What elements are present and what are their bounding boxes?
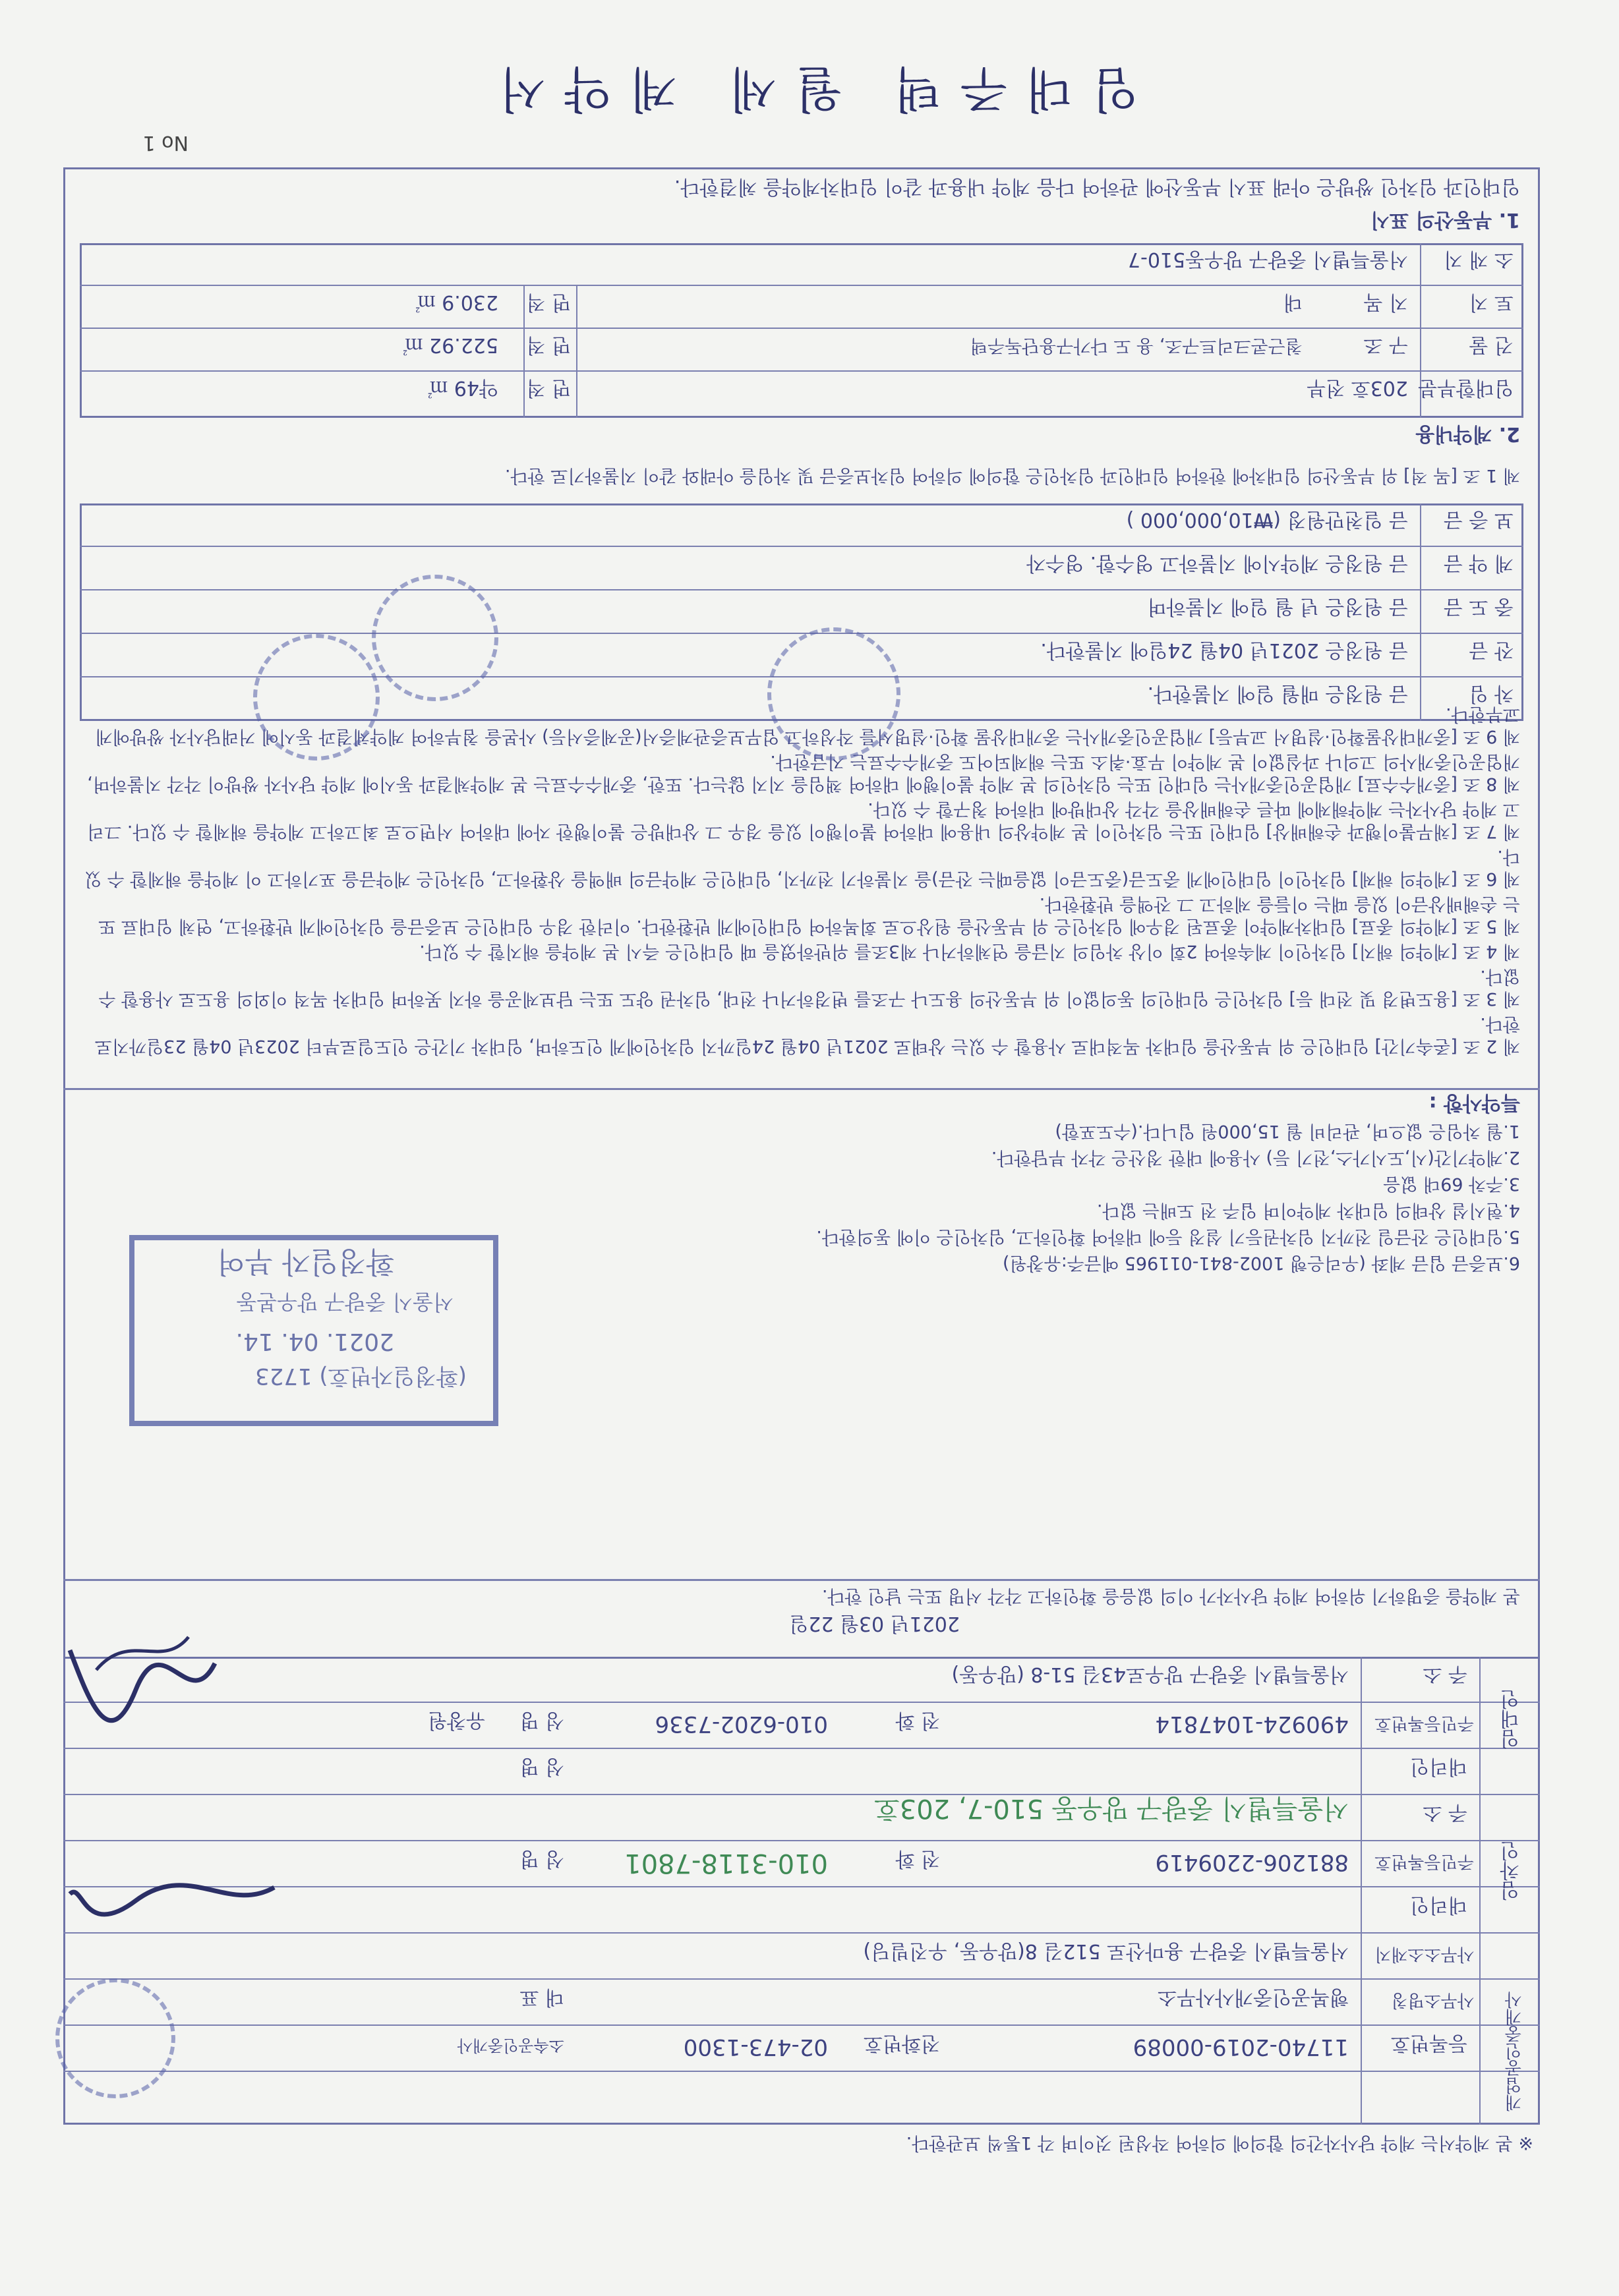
overlap-seal <box>767 627 900 761</box>
article: 제 7 조 [채무불이행과 손해배상] 임대인 또는 임차인이 본 계약상의 내용에 대하여 불이행이 있을 경우 그 상대방은 불이행한 자에 대하여 서면으로 최고하고 계약을 해제할 수 있다. 그리고 계약 당사자는 계약해제에 따른 손해배상을 각각 상대방에 대하여 청구할 수 있다. <box>87 799 1520 842</box>
lease-area-label: 면 적 <box>526 376 571 399</box>
land-area: 230.9 ㎡ <box>415 291 498 314</box>
lessee-id-label: 주민등록번호 <box>1374 1852 1474 1872</box>
lessor-id-label: 주민등록번호 <box>1374 1713 1474 1733</box>
lessee-address-label: 주 소 <box>1423 1801 1467 1824</box>
article: 제 4 조 [계약의 해지] 임차인이 계속하여 2회 이상 차임의 지급을 연체하거나 제3조를 위반하였을 때 임대인은 즉시 본 계약을 해지할 수 있다. <box>419 941 1520 961</box>
middle-payment-label: 중 도 금 <box>1443 595 1514 618</box>
broker-phone: 02-473-1300 <box>683 2034 828 2060</box>
lessee-name-label: 성 명 <box>519 1847 564 1870</box>
broker-address: 서울특별시 중랑구 용마산로 512길 8(망우동, 우진빌딩) <box>863 1939 1349 1963</box>
special-terms-title: 특약사항 : <box>1428 1091 1520 1114</box>
rent-label: 차 임 <box>1469 682 1514 705</box>
land-area-label: 면 적 <box>526 291 571 314</box>
section-terms-heading: 2. 계약내용 <box>1415 422 1520 445</box>
article: 제 9 조 [중개대상물확인·설명서 교부등] 개업공인중개사는 중개대상물 확인·설명서를 작성하고 업무보증관계증서(공제증서등) 사본을 첨부하여 계약체결과 동시에 거래당사자 쌍방에게 교부한다. <box>95 704 1520 747</box>
article-1: 제 1 조 [목 적] 위 부동산의 임대차에 한하여 임대인과 임차인은 합의에 의하여 임차보증금 및 차임을 아래와 같이 지불하기로 한다. <box>504 465 1520 486</box>
contract-payment-label: 계 약 금 <box>1443 552 1514 575</box>
special-term: 1.월 차임은 없으며, 관리비 월 15,000원 입니다.(수도포함) <box>1055 1121 1520 1141</box>
lessee-signature <box>63 1848 281 1927</box>
special-term: 3.주차 69대 없음 <box>1383 1174 1520 1194</box>
land-kind: 대 <box>1283 291 1303 314</box>
lessee-id: 881206-2209419 <box>1155 1849 1349 1876</box>
lessee-label: 임차인 <box>1500 1841 1523 1901</box>
lease-part: 203호 전부 <box>1307 376 1408 399</box>
deposit-label: 보 증 금 <box>1443 508 1514 531</box>
overlap-seal <box>253 634 380 761</box>
middle-payment-value: 금 원정은 년 월 일에 지불하며 <box>1147 595 1408 618</box>
overlap-seal <box>372 575 498 701</box>
broker-seal <box>55 1978 175 2098</box>
structure-value: 철근콘크리트구조, 용 도 다가구용단독주택 <box>970 335 1303 356</box>
broker-reg-label: 등록번호 <box>1391 2032 1467 2055</box>
balance-value: 금 원정은 2021년 04월 24일에 지불한다. <box>1040 639 1408 662</box>
lessor-phone: 010-6202-7336 <box>655 1711 828 1737</box>
lessor-id: 490924-1047814 <box>1155 1711 1349 1737</box>
deposit-value: 금 일천만원정 (₩10,000,000 ) <box>1126 508 1408 531</box>
special-term: 5.임대인은 잔금일 전까지 임차권등기 설정 등에 대하여 확인하고, 임차인은 이에 동의한다. <box>816 1226 1520 1247</box>
lessee-agent-label: 대리인 <box>1410 1893 1467 1916</box>
intro-text: 임대인과 임차인 쌍방은 아래 표시 부동산에 관하여 다음 계약 내용과 같이 임대차계약을 체결한다. <box>674 175 1520 198</box>
broker-office: 행복공인중개사사무소 <box>1158 1986 1349 2009</box>
fixed-date-stamp <box>129 1235 498 1426</box>
broker-address-label: 사무소소재지 <box>1374 1944 1474 1964</box>
land-label: 토 지 <box>1469 291 1514 314</box>
building-area: 522.92 ㎡ <box>403 333 498 357</box>
article: 제 5 조 [계약의 종료] 임대차계약이 종료된 경우에 임차인은 위 부동산을 원상으로 회복하여 임대인에게 반환한다. 이러한 경우 임대인은 보증금을 임차인에게 반환하고, 연체 임대료 또는 손해배상금이 있을 때는 이들을 제하고 그 잔액을 반환한다. <box>98 894 1520 936</box>
special-term: 2.계약기간(시,도시가스,전기 등) 사용에 대한 정산은 각자 부담한다. <box>991 1147 1520 1168</box>
section-property-heading: 1. 부동산의 표시 <box>1370 208 1520 231</box>
lessor-label: 임대인 <box>1500 1690 1523 1749</box>
contract-date: 2021년 03월 22일 <box>789 1612 960 1635</box>
special-term: 4.현시설 상태의 임대차 계약이며 입주 전 도배는 없다. <box>1096 1200 1520 1220</box>
stamp-number: (확정일자번호) 1723 <box>255 1363 467 1389</box>
broker-label: 개업공인중개사 <box>1505 1992 1525 2111</box>
lessor-signature <box>57 1611 228 1742</box>
document-number: No 1 <box>142 131 189 154</box>
lessee-address: 서울특별시 중랑구 망우동 510-7, 203호 <box>874 1793 1349 1823</box>
lessor-address: 서울특별시 중랑구 망우로43길 51-8 (망우동) <box>951 1663 1349 1686</box>
broker-phone-label: 전화번호 <box>864 2032 940 2055</box>
special-term: 6.보증금 입금 계좌 (우리은행 1002-841-011965 예금주:유창원) <box>1002 1253 1520 1273</box>
contract-payment-value: 금 원정은 계약시에 지불하고 영수함. 영수자 <box>1026 552 1408 575</box>
lessee-phone: 010-3118-7801 <box>624 1848 828 1878</box>
lessor-phone-label: 전 화 <box>895 1709 940 1732</box>
closing-text: 본 계약을 증명하기 위하여 계약 당사자가 이의 없음을 확인하고 각각 서명 또는 날인 한다. <box>821 1586 1520 1606</box>
lessee-phone-label: 전 화 <box>895 1847 940 1870</box>
broker-office-label: 사무소명칭 <box>1391 1990 1474 2010</box>
structure-label: 구 조 <box>1363 333 1408 357</box>
article: 제 6 조 [계약의 해제] 임차인이 임대인에게 중도금(중도금이 없을때는 잔금)을 지불하기 전까지, 임대인은 계약금의 배액을 상환하고, 임차인은 계약금을 포기하고 이 계약을 해제할 수 있다. <box>84 846 1520 889</box>
lessor-name-label: 성 명 <box>519 1709 564 1732</box>
stamp-office: 서울시 중랑구 망우본동 <box>236 1290 454 1315</box>
broker-reg: 11740-2019-00089 <box>1133 2034 1349 2060</box>
article: 제 8 조 [중개수수료] 개업공인중개사는 임대인 또는 임차인의 본 계약 불이행에 대하여 책임을 지지 않는다. 또한, 중개수수료는 본 계약체결과 동시에 계약 당사자 쌍방이 각각 지불하며, 개업공인중개사의 고의나 과실없이 본 계약이 무효·취소 또는 해제되어도 중개수수료는 지급한다. <box>87 751 1520 794</box>
lessor-agent-label: 대리인 <box>1410 1755 1467 1778</box>
building-label: 건 물 <box>1469 333 1514 357</box>
lessor-agent-name-label: 성 명 <box>519 1755 564 1778</box>
stamp-date: 2021. 04. 14. <box>235 1328 394 1355</box>
document-title: 임대주택 월세 계약서 <box>480 61 1139 117</box>
land-kind-label: 지 목 <box>1363 291 1408 314</box>
balance-label: 잔 금 <box>1469 639 1514 662</box>
location-value: 서울특별시 중랑구 망우동510-7 <box>1127 248 1408 271</box>
article: 제 3 조 [용도변경 및 전대 등] 임차인은 임대인의 동의없이 위 부동산의 용도나 구조를 변경하거나 전대, 임차권 양도 또는 담보제공을 하지 못하며 임대차 목적 이외의 용도로 사용할 수 없다. <box>98 966 1520 1009</box>
broker-rep-label: 대 표 <box>519 1986 564 2009</box>
footer-note: ※ 본 계약서는 계약 당사자간의 합의에 의하여 작성된 것이며 각 1통씩 보관한다. <box>906 2133 1533 2153</box>
lessor-name: 유창원 <box>428 1709 485 1732</box>
building-area-label: 면 적 <box>526 333 571 357</box>
stamp-title: 확정일자 부여 <box>216 1245 394 1278</box>
lease-part-label: 임대할부분 <box>1418 376 1514 399</box>
broker-seal-label: 소속공인중개사 <box>457 2036 564 2055</box>
lessor-address-label: 주 소 <box>1423 1663 1467 1686</box>
article: 제 2 조 [존속기간] 임대인은 위 부동산을 임대차 목적대로 사용할 수 있는 상태로 2021년 04월 24일까지 임차인에게 인도하며, 임대차 기간은 인도일로부터 2023년 04월 23일까지로 한다. <box>94 1014 1520 1056</box>
lease-area: 약49 ㎡ <box>428 376 498 399</box>
location-label: 소 재 지 <box>1443 248 1514 271</box>
rent-value: 금 원정은 매월 일에 지불한다. <box>1147 682 1408 705</box>
